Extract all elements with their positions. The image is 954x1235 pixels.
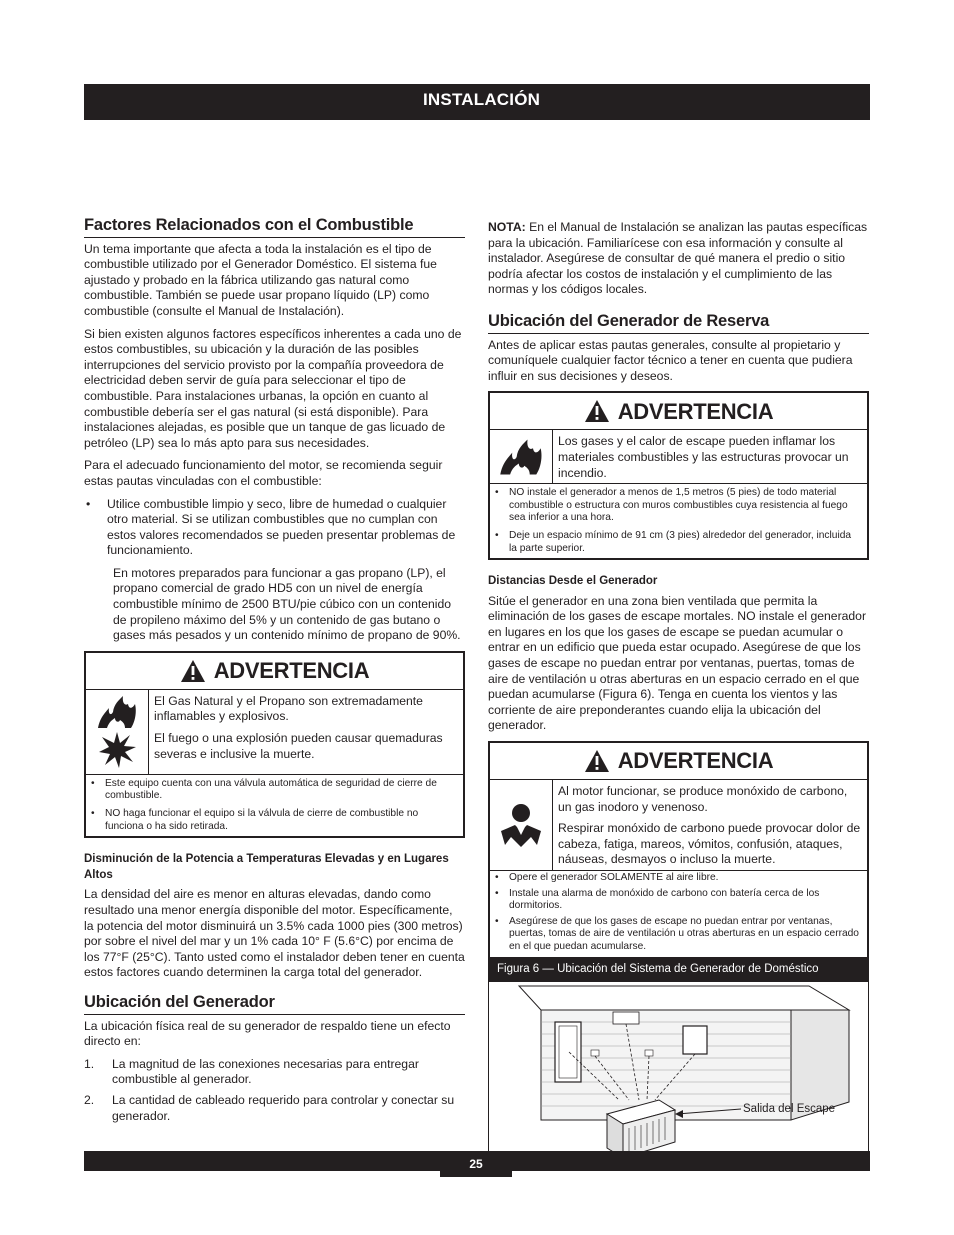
warning-text-1: Los gases y el calor de escape pueden inflamar los materiales combustibles y las estructuras provocar un incendio. <box>558 434 849 480</box>
location-item: 1. La magnitud de las conexiones necesarias para entregar combustible al generador. <box>84 1056 419 1087</box>
warning-note: • NO haga funcionar el equipo si la válvula de cierre de combustible no funciona o ha sido retirada. <box>91 808 419 832</box>
warning-text <box>553 780 867 870</box>
warning-icons <box>490 780 553 870</box>
fuel-heading: Factores Relacionados con el Combustible <box>84 218 465 238</box>
section-header-bar <box>84 84 870 120</box>
figure-caption: Figura 6 — Ubicación del Sistema de Generador de Doméstico <box>488 959 869 982</box>
warning-icons <box>86 690 149 774</box>
fuel-paragraph-3: Para el adecuado funcionamiento del motor, se recomienda seguir estas pautas vinculadas con el combustible: <box>84 458 443 488</box>
warning-note: • Opere el generador SOLAMENTE al aire libre. <box>495 872 719 883</box>
fuel-bullet-text: Utilice combustible limpio y seco, libre de humedad o cualquier otro material. Si se utilizan combustibles que no cumplan con estos valores recomendados se pueden presentar problemas de funcionamiento. <box>107 496 456 558</box>
altitude-heading: Disminución de la Potencia a Temperaturas Elevadas y en Lugares Altos <box>84 853 449 881</box>
warning-notes <box>490 871 867 957</box>
warning-header <box>86 653 463 690</box>
warning-text-1: Al motor funcionar, se produce monóxido de carbono, un gas inodoro y venenoso. <box>558 784 848 814</box>
warning-text-1: El Gas Natural y el Propano son extremadamente inflamables y explosivos. <box>154 693 423 724</box>
co-warning-box <box>488 741 869 959</box>
warning-body <box>490 430 867 484</box>
warning-header <box>490 743 867 780</box>
standby-paragraph: Antes de aplicar estas pautas generales, consulte al propietario y comuníquele cualquier factor técnico a tener en cuenta que pudiera influir en sus decisiones y deseos. <box>488 337 853 383</box>
page-number: 25 <box>440 1151 512 1177</box>
fire-icon <box>497 437 545 477</box>
warning-triangle-icon <box>584 749 610 773</box>
warning-icons <box>490 430 553 483</box>
warning-text-2: El fuego o una explosión pueden causar quemaduras severas e inclusive la muerte. <box>154 731 443 761</box>
warning-header <box>490 393 867 430</box>
warning-note: • Deje un espacio mínimo de 91 cm (3 pies) alrededor del generador, incluida la parte superior. <box>495 529 852 554</box>
warning-body <box>490 780 867 871</box>
location-item: 2. La cantidad de cableado requerido para controlar y conectar su generador. <box>84 1092 455 1123</box>
section-title: INSTALACIÓN <box>423 90 541 109</box>
warning-triangle-icon <box>584 399 610 423</box>
warning-note: • Este equipo cuenta con una válvula automática de seguridad de cierre de combustible. <box>91 777 437 802</box>
explosion-icon <box>97 730 137 770</box>
warning-title: ADVERTENCIA <box>213 658 370 684</box>
fire-icon <box>95 694 139 730</box>
toxic-fumes-icon <box>497 801 545 849</box>
warning-body <box>86 690 463 775</box>
location-paragraph: La ubicación física real de su generador de respaldo tiene un efecto directo en: <box>84 1018 451 1049</box>
warning-title: ADVERTENCIA <box>617 748 774 774</box>
fuel-bullet <box>84 497 465 559</box>
warning-title: ADVERTENCIA <box>617 398 774 424</box>
warning-notes <box>490 484 867 558</box>
exhaust-warning-box <box>488 391 869 560</box>
warning-text-2: Respirar monóxido de carbono puede provocar dolor de cabeza, fatiga, mareos, vómitos, confusión, ataques, náuseas, desmayos o incluso la muerte. <box>558 821 861 867</box>
warning-note: • NO instale el generador a menos de 1,5 metros (5 pies) de todo material combustible o estructura con muros combustibles cuya resistencia al fuego sea inferior a una hora. <box>495 487 848 524</box>
right-column <box>488 220 869 1171</box>
house-generator-illustration <box>489 982 868 1170</box>
fuel-indent-text: En motores preparados para funcionar a gas propano (LP), el propano comercial de grado HD5 con un nivel de energía combustible mínimo de 2500 BTU/pie cúbico con un contenido de propileno máximo del 5% y un contenido de gas butano o gases más pesados y un contenido mínimo de propano de 90%. <box>113 565 461 643</box>
warning-text <box>553 430 867 483</box>
fuel-warning-box <box>84 651 465 838</box>
note-label: NOTA: <box>488 220 526 234</box>
warning-notes <box>86 775 463 836</box>
fuel-paragraph-1: Un tema importante que afecta a toda la instalación es el tipo de combustible utilizado por el Generador Doméstico. El sistema fue ajustado y probado en la fábrica utilizando gas natural como combustible. También se puede usar propano líquido (LP) como combustible (consulte el Manual de Instalación). <box>84 241 437 318</box>
location-heading: Ubicación del Generador <box>84 995 465 1015</box>
warning-text <box>149 690 463 774</box>
footer-bar <box>84 1151 870 1171</box>
bullet-mark: • <box>86 496 91 511</box>
altitude-paragraph: La densidad del aire es menor en alturas elevadas, dando como resultado una menor energía disponible del motor. Específicamente, la potencia del motor disminuirá un 3.5% cada 1000 pies (300 metros) por sobre el nivel del mar y un 1% cada 10° F (5.6°C) por encima de los 77°F (25°C). Tanto usted como el instalador deben tener en cuenta estos factores cuando determinen la carga total del generador. <box>84 887 465 980</box>
fuel-paragraph-2: Si bien existen algunos factores específicos inherentes a cada uno de estos combustibles, su ubicación y la duración de las posibles interrupciones del servicio provisto por la compañía proveedora de electricidad deben servir de guía para seleccionar el tipo de combustible. Para instalaciones urbanas, la opción en cuanto al combustible debería ser el gas natural (si está disponible). Para instalaciones alejadas, es posible que un tanque de gas licuado de petróleo (LP) sea lo más apto para sus necesidades. <box>84 326 462 450</box>
warning-note: • Asegúrese de que los gases de escape no puedan entrar por ventanas, puertas, tomas de aire de ventilación u otras aberturas en un espacio cerrado en el que puedan acumularse. <box>495 915 859 952</box>
note-text: En el Manual de Instalación se analizan las pautas específicas para la ubicación. Familiarícese con esa información y consulte al instalador. Asegúrese de consultar de qué manera el predio o sitio podría afectar los costos de instalación y el cumplimiento de las normas y los códigos locales. <box>488 220 868 297</box>
distances-paragraph: Sitúe el generador en una zona bien ventilada que permita la eliminación de los gases de escape mortales. NO instale el generador en lugares en los que los gases de escape se puedan acumular o entrar en un edificio que pueda estar ocupado. Asegúrese de que los gases de escape no puedan entrar por ventanas, puertas, tomas de aire de ventilación u otras aberturas en un espacio cerrado en el que puedan acumularse (Figura 6). Tenga en cuenta los vientos y las corriente de aire preponderantes cuando elija la ubicación del generador. <box>488 593 867 733</box>
distances-heading: Distancias Desde el Generador <box>488 575 658 588</box>
note-paragraph <box>488 220 869 298</box>
standby-heading: Ubicación del Generador de Reserva <box>488 314 869 334</box>
figure-6 <box>488 981 869 1171</box>
left-column <box>84 218 465 1129</box>
warning-triangle-icon <box>180 659 206 683</box>
exhaust-label: Salida del Escape <box>743 1103 836 1116</box>
warning-note: • Instale una alarma de monóxido de carbono con batería cerca de los dormitorios. <box>495 887 820 912</box>
